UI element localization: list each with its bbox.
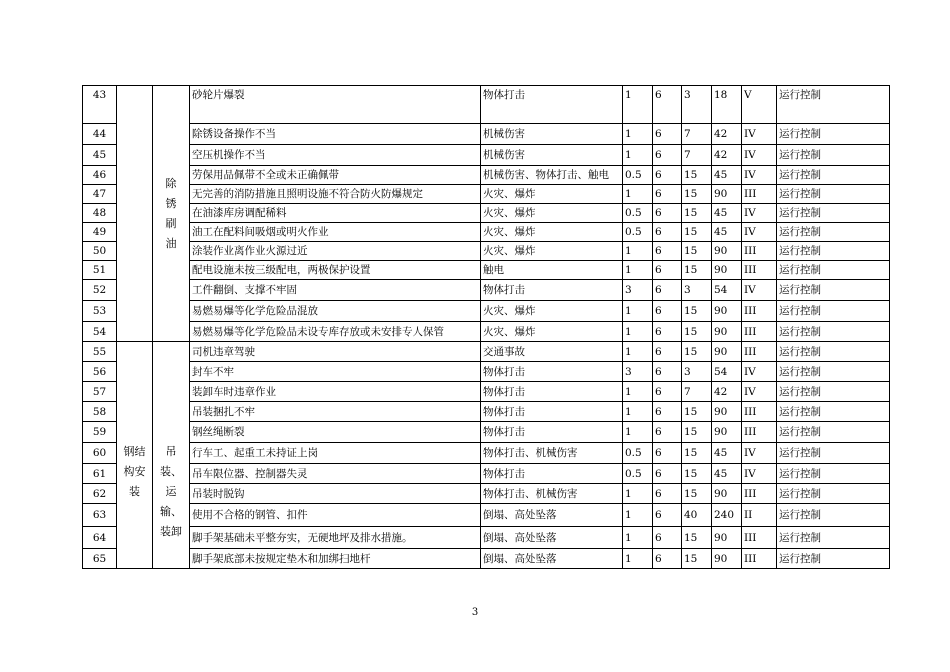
cell-c: 7 [682,382,712,402]
cell-measure: 运行控制 [777,261,890,280]
cell-l: 1 [623,504,653,527]
cell-l: 3 [623,280,653,301]
row-number: 44 [83,124,117,145]
cell-measure: 运行控制 [777,166,890,185]
cell-level: IV [742,145,777,166]
cell-e: 6 [653,124,682,145]
cell-accident: 火灾、爆炸 [481,204,623,223]
cell-accident: 倒塌、高处坠落 [481,549,623,569]
cell-measure: 运行控制 [777,527,890,549]
cell-hazard: 除锈设备操作不当 [190,124,481,145]
cell-d: 90 [712,342,742,362]
cell-c: 15 [682,261,712,280]
row-number: 49 [83,223,117,242]
cell-accident: 物体打击 [481,280,623,301]
cell-hazard: 脚手架基础未平整夯实，无硬地坪及排水措施。 [190,527,481,549]
cell-e: 6 [653,382,682,402]
cell-accident: 物体打击、机械伤害 [481,484,623,504]
cell-level: III [742,301,777,322]
cell-hazard: 砂轮片爆裂 [190,86,481,124]
row-number: 60 [83,443,117,464]
risk-table [82,85,890,569]
cell-e: 6 [653,549,682,569]
cell-c: 7 [682,145,712,166]
cell-e: 6 [653,342,682,362]
row-number: 53 [83,301,117,322]
cell-c: 15 [682,301,712,322]
cell-level: IV [742,166,777,185]
table-row [83,422,890,443]
cell-l: 1 [623,527,653,549]
cell-d: 54 [712,362,742,382]
cell-c: 15 [682,204,712,223]
cell-d: 90 [712,185,742,204]
cell-e: 6 [653,527,682,549]
cell-c: 15 [682,342,712,362]
cell-d: 90 [712,549,742,569]
cell-hazard: 易燃易爆等化学危险品未设专库存放或未安排专人保管 [190,322,481,342]
cell-level: IV [742,124,777,145]
row-number: 63 [83,504,117,527]
cell-level: IV [742,204,777,223]
row-number: 46 [83,166,117,185]
table-row [83,342,890,362]
cell-e: 6 [653,443,682,464]
table-row [83,242,890,261]
cell-hazard: 工件翻倒、支撑不牢固 [190,280,481,301]
cell-e: 6 [653,484,682,504]
cell-l: 1 [623,549,653,569]
cell-measure: 运行控制 [777,322,890,342]
row-number: 64 [83,527,117,549]
cell-hazard: 涂装作业离作业火源过近 [190,242,481,261]
cell-e: 6 [653,322,682,342]
cell-accident: 物体打击 [481,402,623,422]
category-cell-steel-install [117,342,153,569]
cell-d: 90 [712,422,742,443]
cell-accident: 物体打击、机械伤害 [481,443,623,464]
cell-l: 3 [623,362,653,382]
cell-l: 1 [623,322,653,342]
cell-level: II [742,504,777,527]
cell-measure: 运行控制 [777,504,890,527]
cell-accident: 机械伤害、物体打击、触电 [481,166,623,185]
subcategory-label: 吊装、运输、装卸 [160,445,182,538]
cell-level: III [742,322,777,342]
cell-hazard: 空压机操作不当 [190,145,481,166]
cell-l: 1 [623,185,653,204]
cell-level: IV [742,443,777,464]
row-number: 59 [83,422,117,443]
table-row [83,166,890,185]
cell-hazard: 使用不合格的钢管、扣件 [190,504,481,527]
cell-l: 1 [623,124,653,145]
cell-d: 90 [712,242,742,261]
cell-e: 6 [653,185,682,204]
cell-accident: 物体打击 [481,382,623,402]
cell-level: V [742,86,777,124]
cell-level: III [742,402,777,422]
table-row [83,280,890,301]
cell-l: 1 [623,145,653,166]
subcategory-cell-lifting [153,342,190,569]
cell-measure: 运行控制 [777,443,890,464]
category-label: 钢结构安装 [123,445,146,498]
cell-d: 240 [712,504,742,527]
cell-level: IV [742,464,777,484]
cell-l: 1 [623,382,653,402]
cell-e: 6 [653,504,682,527]
cell-c: 15 [682,242,712,261]
cell-l: 1 [623,86,653,124]
cell-d: 18 [712,86,742,124]
cell-l: 0.5 [623,443,653,464]
cell-level: III [742,422,777,443]
cell-measure: 运行控制 [777,280,890,301]
table-row [83,484,890,504]
table-row [83,204,890,223]
cell-hazard: 封车不牢 [190,362,481,382]
table-row [83,301,890,322]
cell-e: 6 [653,242,682,261]
table-row [83,464,890,484]
cell-c: 15 [682,402,712,422]
row-number: 52 [83,280,117,301]
row-number: 48 [83,204,117,223]
cell-accident: 火灾、爆炸 [481,223,623,242]
row-number: 55 [83,342,117,362]
cell-e: 6 [653,261,682,280]
subcategory-cell-rust-paint [153,86,190,342]
cell-hazard: 装卸车时违章作业 [190,382,481,402]
cell-hazard: 吊装时脱钩 [190,484,481,504]
cell-d: 54 [712,280,742,301]
cell-l: 0.5 [623,464,653,484]
cell-e: 6 [653,223,682,242]
cell-measure: 运行控制 [777,422,890,443]
cell-measure: 运行控制 [777,86,890,124]
cell-c: 15 [682,223,712,242]
cell-e: 6 [653,402,682,422]
cell-c: 40 [682,504,712,527]
table-row [83,443,890,464]
cell-l: 1 [623,484,653,504]
cell-level: III [742,261,777,280]
table-row [83,549,890,569]
cell-measure: 运行控制 [777,145,890,166]
cell-accident: 火灾、爆炸 [481,242,623,261]
cell-d: 90 [712,322,742,342]
cell-measure: 运行控制 [777,185,890,204]
cell-c: 15 [682,484,712,504]
cell-accident: 倒塌、高处坠落 [481,504,623,527]
cell-c: 15 [682,443,712,464]
table-row [83,185,890,204]
cell-d: 90 [712,484,742,504]
cell-accident: 火灾、爆炸 [481,301,623,322]
cell-e: 6 [653,166,682,185]
cell-l: 1 [623,402,653,422]
cell-l: 0.5 [623,223,653,242]
cell-hazard: 易燃易爆等化学危险品混放 [190,301,481,322]
cell-e: 6 [653,204,682,223]
cell-hazard: 配电设施未按三级配电，两极保护设置 [190,261,481,280]
row-number: 50 [83,242,117,261]
cell-accident: 倒塌、高处坠落 [481,527,623,549]
cell-hazard: 劳保用品佩带不全或未正确佩带 [190,166,481,185]
cell-level: III [742,527,777,549]
cell-c: 3 [682,280,712,301]
cell-accident: 触电 [481,261,623,280]
cell-measure: 运行控制 [777,204,890,223]
cell-accident: 物体打击 [481,464,623,484]
cell-l: 1 [623,422,653,443]
row-number: 61 [83,464,117,484]
cell-e: 6 [653,280,682,301]
cell-accident: 物体打击 [481,422,623,443]
cell-measure: 运行控制 [777,301,890,322]
cell-d: 90 [712,301,742,322]
cell-accident: 物体打击 [481,86,623,124]
cell-hazard: 油工在配料间吸烟或明火作业 [190,223,481,242]
row-number: 47 [83,185,117,204]
cell-d: 45 [712,166,742,185]
cell-measure: 运行控制 [777,382,890,402]
cell-measure: 运行控制 [777,362,890,382]
cell-measure: 运行控制 [777,124,890,145]
cell-accident: 交通事故 [481,342,623,362]
cell-d: 45 [712,443,742,464]
cell-l: 0.5 [623,166,653,185]
cell-c: 3 [682,86,712,124]
cell-hazard: 吊装捆扎不牢 [190,402,481,422]
cell-l: 1 [623,342,653,362]
row-number: 57 [83,382,117,402]
cell-c: 3 [682,362,712,382]
cell-measure: 运行控制 [777,242,890,261]
table-row [83,86,890,124]
cell-e: 6 [653,464,682,484]
cell-d: 90 [712,402,742,422]
table-row [83,322,890,342]
category-cell-blank [117,86,153,342]
cell-accident: 火灾、爆炸 [481,185,623,204]
row-number: 54 [83,322,117,342]
cell-l: 1 [623,242,653,261]
subcategory-label: 除锈刷油 [165,176,177,250]
cell-level: IV [742,223,777,242]
cell-l: 0.5 [623,204,653,223]
cell-measure: 运行控制 [777,549,890,569]
row-number: 62 [83,484,117,504]
cell-level: IV [742,280,777,301]
cell-d: 42 [712,145,742,166]
cell-l: 1 [623,261,653,280]
row-number: 58 [83,402,117,422]
row-number: 45 [83,145,117,166]
cell-level: III [742,242,777,261]
cell-level: IV [742,362,777,382]
cell-measure: 运行控制 [777,223,890,242]
cell-hazard: 脚手架底部未按规定垫木和加绑扫地杆 [190,549,481,569]
cell-c: 15 [682,422,712,443]
cell-hazard: 在油漆库房调配稀料 [190,204,481,223]
table-row [83,261,890,280]
cell-e: 6 [653,301,682,322]
table-body [83,86,890,569]
cell-c: 15 [682,464,712,484]
row-number: 56 [83,362,117,382]
cell-measure: 运行控制 [777,484,890,504]
cell-measure: 运行控制 [777,342,890,362]
cell-level: IV [742,382,777,402]
table-row [83,362,890,382]
cell-d: 42 [712,382,742,402]
cell-c: 15 [682,322,712,342]
cell-hazard: 钢丝绳断裂 [190,422,481,443]
cell-d: 90 [712,527,742,549]
cell-c: 7 [682,124,712,145]
table-row [83,124,890,145]
cell-level: III [742,185,777,204]
cell-accident: 物体打击 [481,362,623,382]
cell-d: 45 [712,204,742,223]
cell-e: 6 [653,422,682,443]
cell-level: III [742,484,777,504]
cell-d: 45 [712,464,742,484]
cell-e: 6 [653,86,682,124]
cell-d: 45 [712,223,742,242]
cell-c: 15 [682,185,712,204]
table-row [83,145,890,166]
cell-l: 1 [623,301,653,322]
cell-measure: 运行控制 [777,402,890,422]
cell-hazard: 行车工、起重工未持证上岗 [190,443,481,464]
table-row [83,382,890,402]
cell-d: 90 [712,261,742,280]
table-row [83,402,890,422]
cell-hazard: 吊车限位器、控制器失灵 [190,464,481,484]
cell-measure: 运行控制 [777,464,890,484]
cell-level: III [742,342,777,362]
page-number: 3 [471,607,479,618]
cell-accident: 机械伤害 [481,124,623,145]
cell-e: 6 [653,145,682,166]
cell-c: 15 [682,549,712,569]
cell-accident: 机械伤害 [481,145,623,166]
table-row [83,223,890,242]
cell-c: 15 [682,166,712,185]
cell-c: 15 [682,527,712,549]
cell-e: 6 [653,362,682,382]
table-row [83,504,890,527]
cell-hazard: 无完善的消防措施且照明设施不符合防火防爆规定 [190,185,481,204]
table-row [83,527,890,549]
cell-d: 42 [712,124,742,145]
row-number: 51 [83,261,117,280]
cell-accident: 火灾、爆炸 [481,322,623,342]
row-number: 43 [83,86,117,124]
row-number: 65 [83,549,117,569]
cell-hazard: 司机违章驾驶 [190,342,481,362]
cell-level: III [742,549,777,569]
